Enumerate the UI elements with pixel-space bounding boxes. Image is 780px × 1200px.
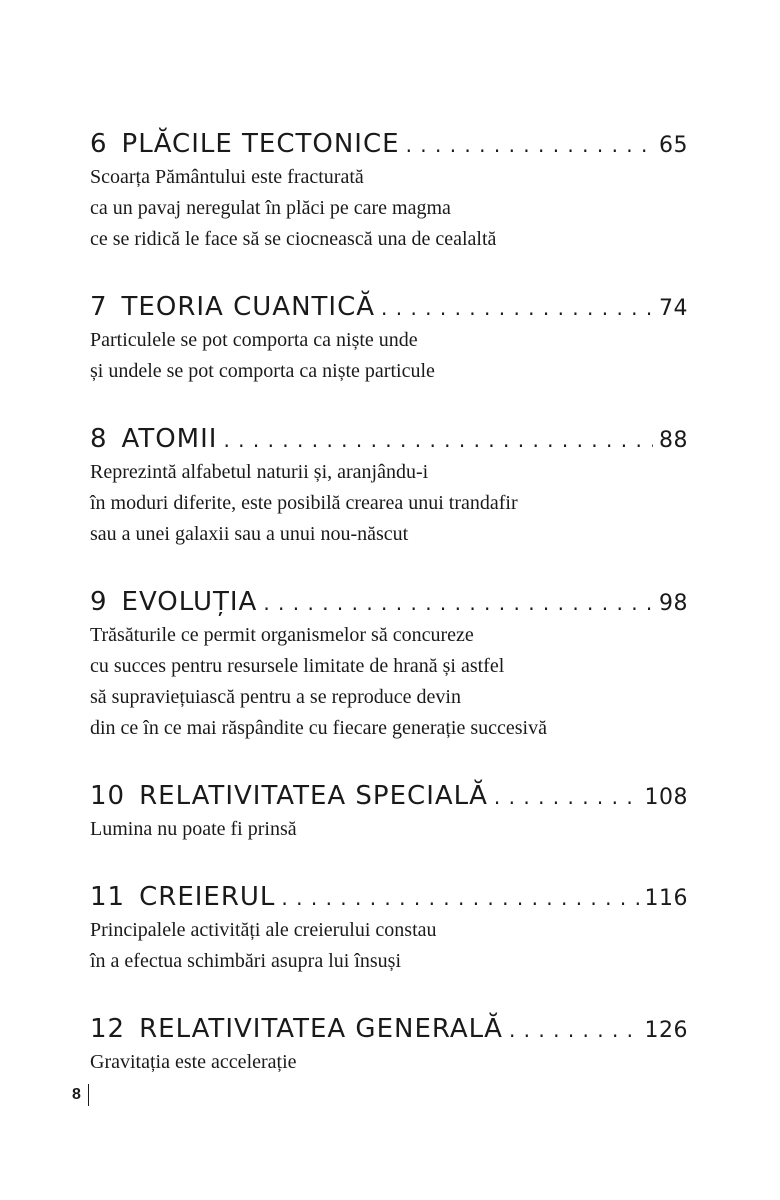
page-number: 126 [644, 1018, 688, 1043]
description-line: în a efectua schimbări asupra lui însuși [90, 950, 402, 972]
description-line: Scoarța Pământului este fracturată [90, 166, 364, 188]
entry-heading [90, 421, 688, 457]
page-number: 74 [659, 296, 688, 321]
description-line: Trăsăturile ce permit organismelor să concureze [90, 624, 474, 646]
entry-heading [90, 778, 688, 814]
chapter-title: ATOMII [121, 424, 218, 454]
chapter-title: PLĂCILE TECTONICE [121, 129, 400, 159]
chapter-number: 11 [90, 882, 126, 912]
page-number: 108 [644, 785, 688, 810]
page-number: 88 [659, 428, 688, 453]
toc-entry[interactable] [90, 584, 688, 744]
description-line: Gravitația este accelerație [90, 1051, 297, 1073]
folio-number: 8 [72, 1086, 81, 1103]
description-line: Principalele activități ale creierului constau [90, 919, 437, 941]
chapter-description [90, 814, 688, 845]
entry-heading [90, 1011, 688, 1047]
description-line: ca un pavaj neregulat în plăci pe care magma [90, 197, 451, 219]
dot-leader [281, 880, 638, 915]
chapter-description [90, 162, 688, 255]
chapter-description [90, 915, 688, 977]
chapter-title: EVOLUȚIA [121, 587, 258, 617]
description-line: Lumina nu poate fi prinsă [90, 818, 297, 840]
chapter-title: TEORIA CUANTICĂ [121, 292, 376, 322]
page-number: 116 [644, 886, 688, 911]
toc-entry[interactable] [90, 126, 688, 255]
description-line: sau a unei galaxii sau a unui nou-născut [90, 523, 409, 545]
description-line: să supraviețuiască pentru a se reproduce devin [90, 686, 461, 708]
entry-heading [90, 584, 688, 620]
entry-heading [90, 126, 688, 162]
toc-entry[interactable] [90, 289, 688, 387]
chapter-number: 6 [90, 129, 108, 159]
page-number: 65 [659, 133, 688, 158]
description-line: și undele se pot comporta ca niște particule [90, 360, 435, 382]
toc-entry[interactable] [90, 1011, 688, 1078]
chapter-title: RELATIVITATEA SPECIALĂ [139, 781, 488, 811]
dot-leader [223, 422, 653, 457]
chapter-number: 8 [90, 424, 108, 454]
description-line: în moduri diferite, este posibilă crearea unui trandafir [90, 492, 518, 514]
chapter-description [90, 1047, 688, 1078]
toc-entry[interactable] [90, 421, 688, 550]
dot-leader [263, 585, 653, 620]
chapter-number: 9 [90, 587, 108, 617]
chapter-description [90, 620, 688, 744]
dot-leader [509, 1012, 639, 1047]
folio-divider [88, 1084, 89, 1106]
description-line: ce se ridică le face să se ciocnească una de cealaltă [90, 228, 497, 250]
chapter-number: 10 [90, 781, 126, 811]
page-footer [72, 1084, 89, 1106]
table-of-contents [90, 126, 688, 1112]
chapter-number: 7 [90, 292, 108, 322]
description-line: Particulele se pot comporta ca niște unde [90, 329, 418, 351]
chapter-number: 12 [90, 1014, 126, 1044]
toc-entry[interactable] [90, 778, 688, 845]
chapter-description [90, 457, 688, 550]
description-line: cu succes pentru resursele limitate de hrană și astfel [90, 655, 505, 677]
toc-entry[interactable] [90, 879, 688, 977]
entry-heading [90, 879, 688, 915]
chapter-title: RELATIVITATEA GENERALĂ [139, 1014, 503, 1044]
entry-heading [90, 289, 688, 325]
dot-leader [381, 290, 653, 325]
description-line: Reprezintă alfabetul naturii și, aranjându-i [90, 461, 429, 483]
chapter-title: CREIERUL [139, 882, 276, 912]
dot-leader [406, 127, 653, 162]
chapter-description [90, 325, 688, 387]
page-number: 98 [659, 591, 688, 616]
dot-leader [494, 779, 639, 814]
description-line: din ce în ce mai răspândite cu fiecare generație succesivă [90, 717, 547, 739]
